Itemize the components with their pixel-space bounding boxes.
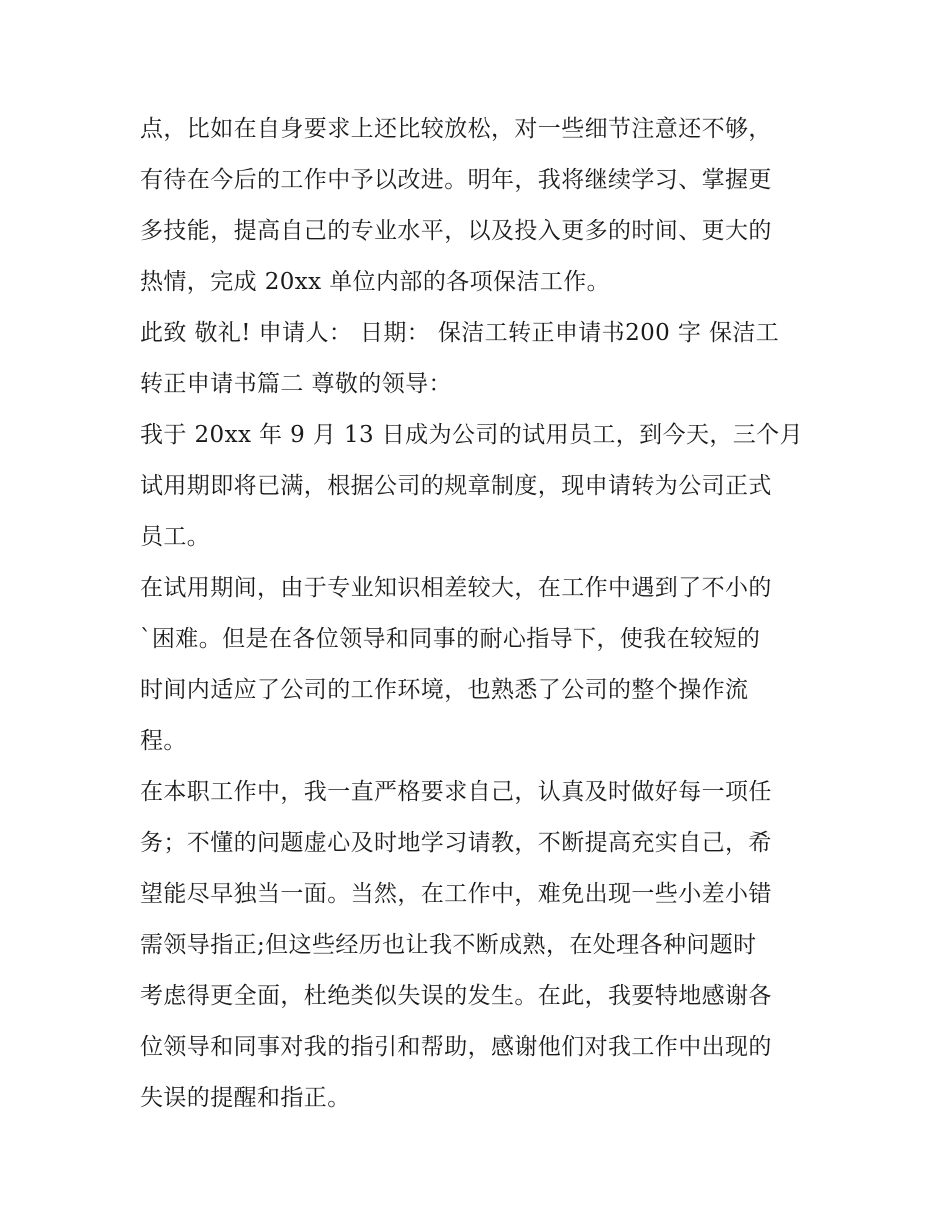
text-line: 点，比如在自身要求上还比较放松，对一些细节注意还不够， [140, 116, 772, 142]
text-line: `困难。但是在各位领导和同事的耐心指导下，使我在较短的 [140, 626, 761, 652]
text-line: 时间内适应了公司的工作环境，也熟悉了公司的整个操作流 [140, 677, 749, 703]
text-line: 失误的提醒和指正。 [140, 1085, 351, 1111]
text-line: 需领导指正;但这些经历也让我不断成熟，在处理各种问题时 [140, 932, 757, 958]
text-line: 考虑得更全面，杜绝类似失误的发生。在此，我要特地感谢各 [140, 983, 772, 1009]
text-line: 试用期即将已满，根据公司的规章制度，现申请转为公司正式 [140, 473, 772, 499]
document-body [140, 104, 830, 1124]
text-line: 热情，完成 20xx 单位内部的各项保洁工作。 [140, 269, 611, 295]
text-line: 在本职工作中，我一直严格要求自己，认真及时做好每一项任 [140, 779, 772, 805]
text-line: 员工。 [140, 524, 211, 550]
text-line: 在试用期间，由于专业知识相差较大，在工作中遇到了不小的 [140, 575, 772, 601]
text-line: 程。 [140, 728, 187, 754]
text-line: 此致 敬礼! 申请人： 日期： 保洁工转正申请书200 字 保洁工 [140, 320, 780, 346]
text-line: 有待在今后的工作中予以改进。明年，我将继续学习、掌握更 [140, 167, 772, 193]
text-line: 望能尽早独当一面。当然，在工作中，难免出现一些小差小错 [140, 881, 772, 907]
text-line: 务；不懂的问题虚心及时地学习请教，不断提高充实自己，希 [140, 830, 772, 856]
text-line: 转正申请书篇二 尊敬的领导： [140, 371, 452, 397]
text-line: 位领导和同事对我的指引和帮助，感谢他们对我工作中出现的 [140, 1034, 772, 1060]
text-line: 我于 20xx 年 9 月 13 日成为公司的试用员工，到今天，三个月 [140, 422, 803, 448]
text-line: 多技能，提高自己的专业水平，以及投入更多的时间、更大的 [140, 218, 772, 244]
